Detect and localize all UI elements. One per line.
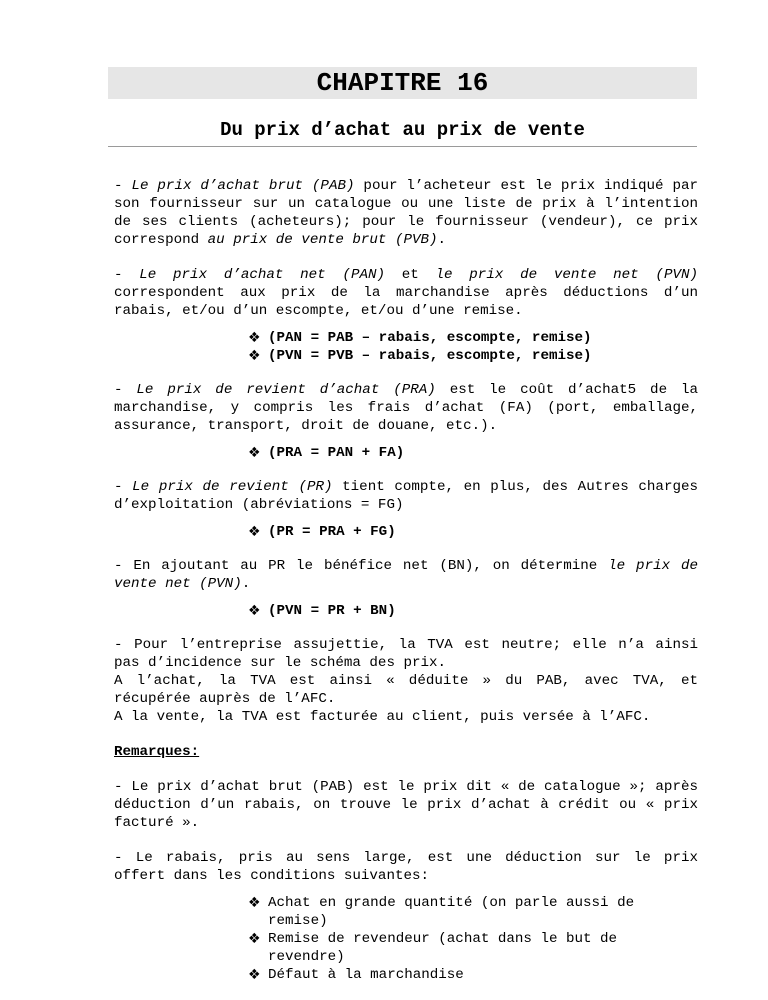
text-run: - [114, 382, 137, 398]
diamond-bullet-icon: ❖ [248, 603, 261, 619]
paragraph-pr [114, 478, 698, 514]
tva-line-2: A l’achat, la TVA est ainsi « déduite » du PAB, avec TVA, et récupérée auprès de l’AFC. [114, 673, 698, 707]
text-run: est le coût d’achat5 de la marchandise, y compris les frais d’achat (FA) (port, emballage, assurance, transport, droit de douane, etc.). [114, 382, 699, 434]
formula-list-net-prices [114, 329, 698, 365]
formula-list-pra [114, 444, 698, 462]
title-divider [108, 146, 697, 147]
list-item: ❖ Remise de revendeur (achat dans le but de revendre) [248, 931, 618, 965]
paragraph-pra [114, 381, 698, 435]
italic-term: Le prix de revient (PR) [132, 479, 333, 495]
formula-list-pr [114, 523, 698, 541]
remark-pab: - Le prix d’achat brut (PAB) est le prix dit « de catalogue »; après déduction d’un rabais, on trouve le prix d’achat à crédit ou « prix facturé ». [114, 779, 698, 831]
section-title: Du prix d’achat au prix de vente [220, 119, 585, 141]
text-run: et [385, 267, 436, 283]
text-run: correspondent aux prix de la marchandise après déductions d’un rabais, et/ou d’un escompte, et/ou d’une remise. [114, 285, 698, 319]
formula-item: ❖ (PVN = PR + BN) [248, 603, 396, 619]
diamond-bullet-icon: ❖ [248, 967, 261, 983]
tva-line-1: - Pour l’entreprise assujettie, la TVA est neutre; elle n’a ainsi pas d’incidence sur le schéma des prix. [114, 637, 698, 671]
formula-item: ❖ (PR = PRA + FG) [248, 524, 396, 540]
diamond-bullet-icon: ❖ [248, 931, 261, 947]
remarks-heading: Remarques: [114, 744, 200, 760]
italic-term: au prix de vente brut (PVB) [207, 232, 438, 248]
formula-list-pvn [114, 602, 698, 620]
italic-term: le prix de vente net (PVN) [435, 267, 699, 283]
formula-item: ❖ (PRA = PAN + FA) [248, 445, 405, 461]
text-run: - [114, 479, 133, 495]
text-run: . [241, 576, 251, 592]
list-item: ❖ Achat en grande quantité (on parle aussi de remise) [248, 895, 635, 929]
text-run: - [114, 178, 132, 194]
text-run: pour l’acheteur est le prix indiqué par son fournisseur sur un catalogue ou une liste de prix à l’intention de ses clients (acheteurs); pour le fournisseur (vendeur), ce prix correspond [114, 178, 698, 248]
diamond-bullet-icon: ❖ [248, 330, 261, 346]
italic-term: le prix de vente net (PVN) [114, 558, 699, 592]
paragraph-pab [114, 177, 698, 249]
formula-item: ❖ (PVN = PVB – rabais, escompte, remise) [248, 348, 592, 364]
diamond-bullet-icon: ❖ [248, 348, 261, 364]
paragraph-pvn [114, 557, 698, 593]
diamond-bullet-icon: ❖ [248, 895, 261, 911]
text-run: - En ajoutant au PR le bénéfice net (BN), on détermine [114, 558, 609, 574]
list-item: ❖ Défaut à la marchandise [248, 967, 464, 983]
italic-term: Le prix d’achat net (PAN) [139, 267, 386, 283]
diamond-bullet-icon: ❖ [248, 524, 261, 540]
text-run: tient compte, en plus, des Autres charges d’exploitation (abréviations = FG) [114, 479, 699, 513]
rabais-conditions-list [114, 894, 698, 984]
formula-item: ❖ (PAN = PAB – rabais, escompte, remise) [248, 330, 592, 346]
paragraph-tva [114, 636, 698, 726]
remark-rabais: - Le rabais, pris au sens large, est une déduction sur le prix offert dans les conditions suivantes: [114, 850, 698, 884]
text-run: . [437, 232, 447, 248]
paragraph-pan-pvn [114, 266, 698, 320]
chapter-title: CHAPITRE 16 [108, 67, 697, 99]
text-run: - [114, 267, 140, 283]
italic-term: Le prix de revient d’achat (PRA) [136, 382, 436, 398]
tva-line-3: A la vente, la TVA est facturée au client, puis versée à l’AFC. [114, 709, 651, 725]
italic-term: Le prix d’achat brut (PAB) [131, 178, 355, 194]
diamond-bullet-icon: ❖ [248, 445, 261, 461]
document-body [114, 177, 698, 1000]
